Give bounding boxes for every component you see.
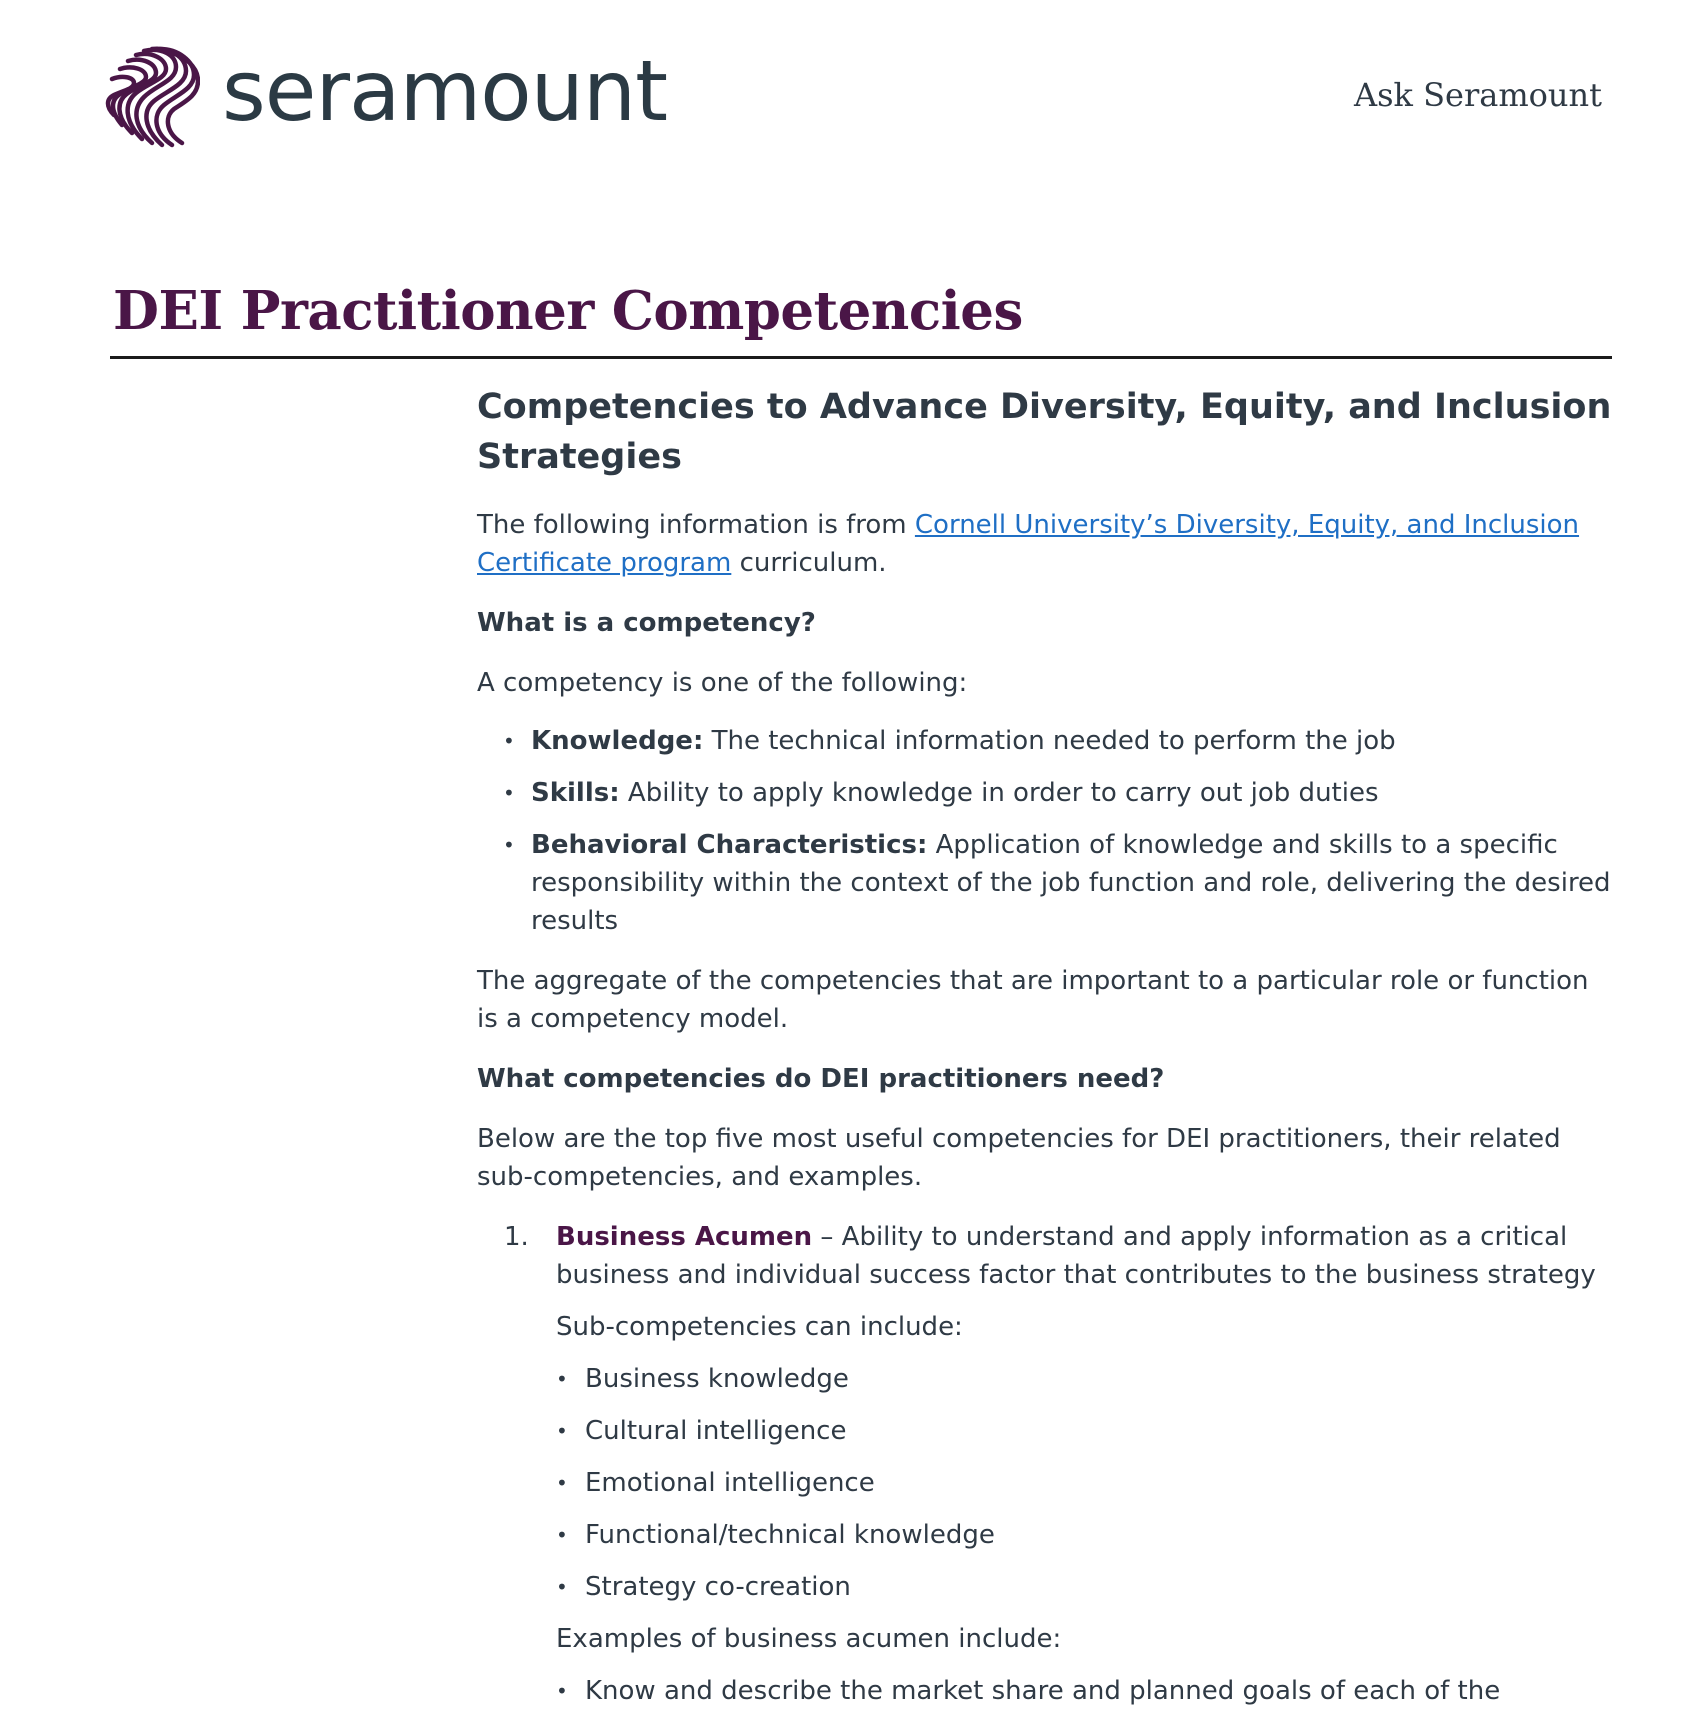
- logo-wordmark: seramount: [222, 42, 668, 140]
- intro-suffix: curriculum.: [731, 548, 887, 578]
- question-dei-competencies: What competencies do DEI practitioners need?: [477, 1064, 1165, 1094]
- competency-summary: [556, 1218, 1612, 1294]
- intro-prefix: The following information is from: [477, 510, 915, 540]
- examples-intro: Examples of business acumen include:: [556, 1624, 1062, 1654]
- competency-name: Business Acumen: [556, 1222, 813, 1252]
- question-what-is-competency: What is a competency?: [477, 608, 816, 638]
- definition-term: Behavioral Characteristics:: [531, 830, 928, 860]
- cornell-certificate-link[interactable]: Cornell University’s Diversity, Equity, and Inclusion Certificate program: [477, 510, 1580, 578]
- sub-competency-item: • Emotional intelligence: [585, 1464, 1612, 1502]
- definition-text: Application of knowledge and skills to a specific responsibility within the context of the job function and role, delivering the desired results: [531, 830, 1611, 936]
- sub-competency-list: [556, 1360, 1612, 1606]
- definition-text: The technical information needed to perform the job: [703, 726, 1396, 756]
- example-item-partial: • Know and describe the market share and planned goals of each of the: [556, 1672, 1612, 1710]
- definition-text: Ability to apply knowledge in order to carry out job duties: [619, 778, 1379, 808]
- definition-term: Knowledge:: [531, 726, 704, 756]
- definition-term: Skills:: [531, 778, 620, 808]
- site-header: [0, 0, 1700, 180]
- seramount-logo[interactable]: [104, 44, 667, 150]
- competency-number: 1.: [504, 1222, 529, 1252]
- seramount-wave-logo-icon: [104, 45, 200, 149]
- article-content: [477, 382, 1612, 1710]
- sub-competency-item: • Strategy co-creation: [585, 1568, 1612, 1606]
- competency-item-business-acumen: [504, 1218, 1612, 1710]
- competency-intro: A competency is one of the following:: [477, 668, 968, 698]
- aggregate-paragraph: The aggregate of the competencies that are important to a particular role or function is a competency model.: [477, 966, 1589, 1034]
- definition-item-behavioral: [531, 826, 1612, 940]
- intro-paragraph: [477, 506, 1612, 582]
- definition-list: [477, 722, 1612, 940]
- title-divider: [110, 356, 1612, 359]
- competency-list: [477, 1218, 1612, 1710]
- definition-item-knowledge: [531, 722, 1612, 760]
- sub-competencies-intro: Sub-competencies can include:: [556, 1312, 963, 1342]
- sub-competency-item: • Cultural intelligence: [585, 1412, 1612, 1450]
- ask-seramount-link[interactable]: Ask Seramount: [1353, 76, 1602, 114]
- competency-description: – Ability to understand and apply information as a critical business and individual success factor that contributes to the business strategy: [556, 1222, 1596, 1290]
- sub-competency-item: • Functional/technical knowledge: [585, 1516, 1612, 1554]
- article-heading: Competencies to Advance Diversity, Equity, and Inclusion Strategies: [477, 387, 1612, 477]
- page-title: DEI Practitioner Competencies: [113, 280, 1023, 342]
- sub-competency-item: • Business knowledge: [585, 1360, 1612, 1398]
- competencies-intro: Below are the top five most useful competencies for DEI practitioners, their related sub-competencies, and examples.: [477, 1124, 1561, 1192]
- definition-item-skills: [531, 774, 1612, 812]
